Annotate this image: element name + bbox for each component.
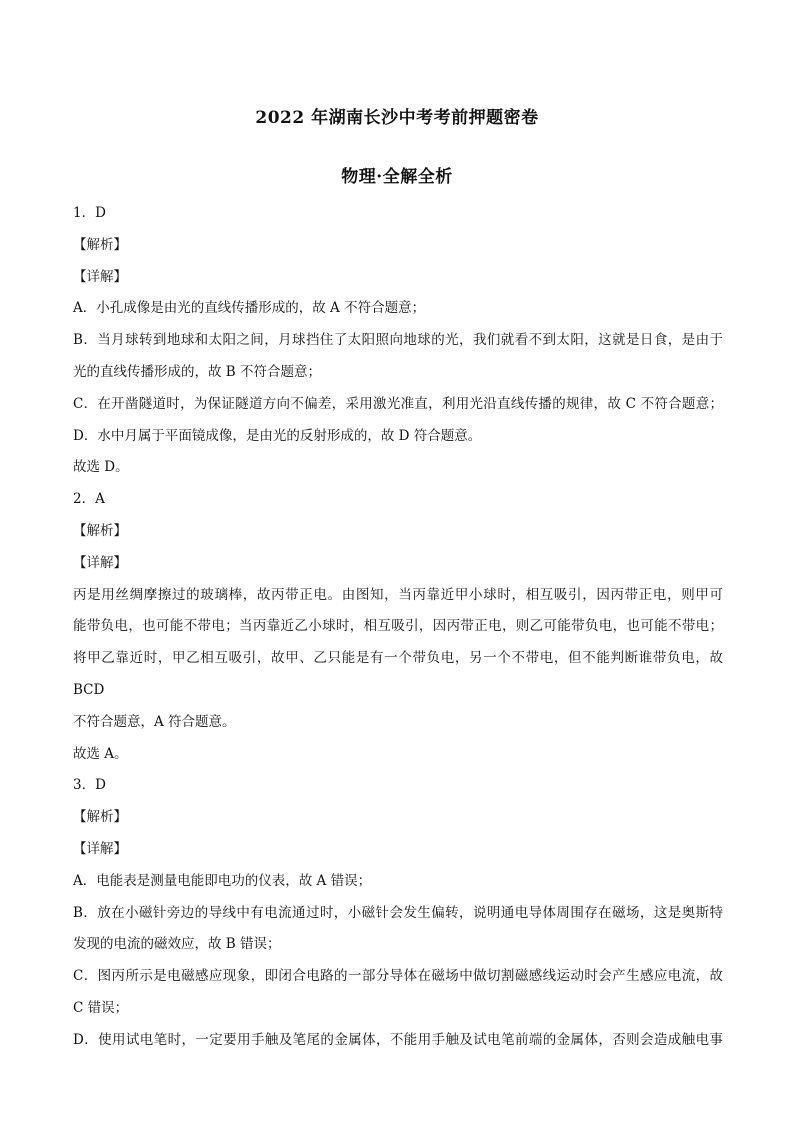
q3-detail-heading: 【详解】 [73, 840, 127, 857]
q2-text-line1: 丙是用丝绸摩擦过的玻璃棒，故丙带正电。由图知，当丙靠近甲小球时，相互吸引，因丙带正电，则甲可 [73, 586, 723, 603]
q2-detail-heading: 【详解】 [73, 554, 127, 571]
q2-text-line3: 将甲乙靠近时，甲乙相互吸引，故甲、乙只能是有一个带负电，另一个不带电，但不能判断谁带负电，故 BCD [73, 650, 723, 698]
document-title: 2022 年湖南长沙中考考前押题密卷 [255, 108, 539, 128]
q3-answer: 3．D [73, 777, 106, 794]
q3-option-b-line2: 发现的电流的磁效应，故 B 错误； [73, 936, 281, 953]
q1-conclusion: 故选 D。 [73, 459, 129, 476]
q2-text-line2: 能带负电，也可能不带电；当丙靠近乙小球时，相互吸引，因丙带正电，则乙可能带负电，也可能不带电； [73, 618, 723, 635]
q3-option-a: A．电能表是测量电能即电功的仪表，故 A 错误； [73, 872, 372, 889]
q1-analysis-heading: 【解析】 [73, 236, 127, 253]
document-subtitle: 物理·全解全析 [341, 167, 453, 187]
q1-detail-heading: 【详解】 [73, 268, 127, 285]
q1-option-b-line2: 光的直线传播形成的，故 B 不符合题意； [73, 363, 322, 380]
q2-analysis-heading: 【解析】 [73, 522, 127, 539]
q3-option-d-line1: D．使用试电笔时，一定要用手触及笔尾的金属体，不能用手触及试电笔前端的金属体，否则会造成触电事 [73, 1031, 723, 1048]
q3-option-c-line2: C 错误； [73, 999, 129, 1016]
q3-option-b-line1: B．放在小磁针旁边的导线中有电流通过时，小磁针会发生偏转，说明通电导体周围存在磁场，这是奥斯特 [73, 904, 723, 921]
q1-option-c: C．在开凿隧道时，为保证隧道方向不偏差，采用激光准直，利用光沿直线传播的规律，故 C 不符合题意； [73, 395, 723, 412]
document-body [73, 198, 723, 1057]
q1-option-b-line1: B．当月球转到地球和太阳之间，月球挡住了太阳照向地球的光，我们就看不到太阳，这就是日食，是由于 [73, 332, 723, 349]
q2-answer: 2．A [73, 491, 105, 508]
q2-conclusion: 故选 A。 [73, 745, 128, 762]
q3-analysis-heading: 【解析】 [73, 809, 127, 826]
q2-text-line4: 不符合题意，A 符合题意。 [73, 713, 236, 730]
q1-option-a: A．小孔成像是由光的直线传播形成的，故 A 不符合题意； [73, 300, 426, 317]
q1-answer: 1．D [73, 205, 106, 221]
q3-option-c-line1: C．图丙所示是电磁感应现象，即闭合电路的一部分导体在磁场中做切割磁感线运动时会产生感应电流，故 [73, 968, 723, 985]
q1-option-d: D．水中月属于平面镜成像，是由光的反射形成的，故 D 符合题意。 [73, 427, 482, 444]
